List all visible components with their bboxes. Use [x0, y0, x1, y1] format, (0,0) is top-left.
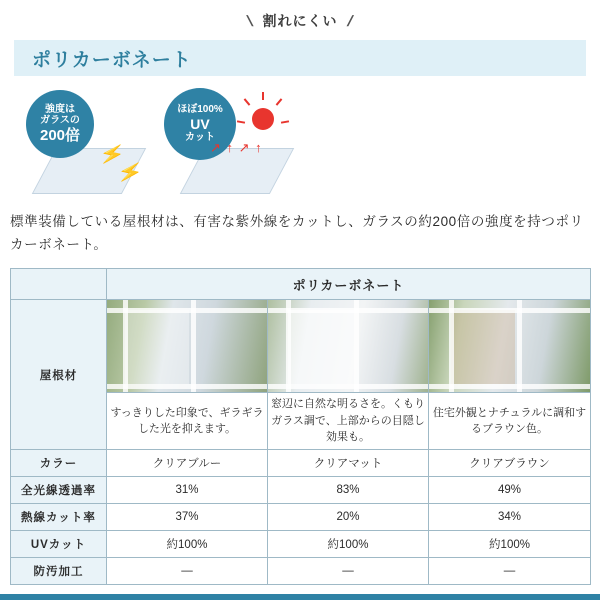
heatcut-matte: 20%: [268, 503, 429, 530]
bolt-icon-2: ⚡: [115, 159, 145, 187]
antifouling-blue: —: [107, 557, 268, 584]
table-row-color: [11, 449, 591, 476]
frame-vertical-2: [191, 300, 196, 392]
frame-horizontal: [429, 308, 590, 313]
frame-vertical: [123, 300, 128, 392]
transmittance-blue: 31%: [107, 476, 268, 503]
badge-uv-line3: カット: [185, 132, 215, 144]
color-matte: クリアマット: [268, 449, 429, 476]
table-row-header: [11, 269, 591, 300]
table-row-heatcut: [11, 503, 591, 530]
sun-icon: [252, 108, 274, 130]
badge-strength-line1: 強度は: [45, 103, 75, 115]
sun-ray-icon-3: [276, 98, 283, 105]
caption-blue: すっきりした印象で、ギラギラした光を抑えます。: [107, 393, 268, 450]
badge-strength: [26, 90, 94, 158]
sun-ray-icon-5: [281, 120, 289, 123]
row-label-heatcut: 熱線カット率: [11, 503, 107, 530]
title-bar: [14, 40, 586, 76]
caption-brown: 住宅外観とナチュラルに調和するブラウン色。: [429, 393, 591, 450]
frame-vertical-2: [517, 300, 522, 392]
corner-cell: [11, 269, 107, 300]
glass-area: [288, 310, 354, 384]
frame-vertical: [449, 300, 454, 392]
table-row-antifouling: [11, 557, 591, 584]
row-label-transmittance: 全光線透過率: [11, 476, 107, 503]
badge-uv-line2: UV: [190, 115, 210, 132]
slash-right-icon: /: [344, 12, 355, 30]
frame-horizontal-2: [107, 384, 267, 389]
footer-accent-bar: [0, 594, 600, 600]
heatcut-brown: 34%: [429, 503, 591, 530]
badge-strength-line2: ガラスの: [40, 115, 80, 127]
table-row-uvcut: [11, 530, 591, 557]
frame-vertical-2: [354, 300, 359, 392]
sun-ray-icon-2: [244, 98, 251, 105]
glass-area: [125, 310, 189, 384]
uvcut-blue: 約100%: [107, 530, 268, 557]
transmittance-matte: 83%: [268, 476, 429, 503]
uvcut-brown: 約100%: [429, 530, 591, 557]
description-text: 標準装備している屋根材は、有害な紫外線をカットし、ガラスの約200倍の強度を持つポリカーボネート。: [10, 214, 584, 253]
table-row-transmittance: [11, 476, 591, 503]
transmittance-brown: 49%: [429, 476, 591, 503]
row-label-antifouling: 防汚加工: [11, 557, 107, 584]
badge-strength-line3: 200倍: [39, 126, 81, 144]
caption-matte: 窓辺に自然な明るさを。くもりガラス調で、上部からの目隠し効果も。: [268, 393, 429, 450]
sun-ray-icon: [262, 92, 264, 100]
table-row-photos: [11, 300, 591, 393]
heatcut-blue: 37%: [107, 503, 268, 530]
frame-horizontal: [107, 308, 267, 313]
slash-left-icon: \: [245, 12, 256, 30]
row-label-color: カラー: [11, 449, 107, 476]
color-brown: クリアブラウン: [429, 449, 591, 476]
row-label-roofing: 屋根材: [11, 300, 107, 450]
roof-photo-brown: [429, 300, 590, 392]
kicker: [0, 0, 600, 32]
photo-cell-blue: [107, 300, 268, 393]
photo-cell-matte: [268, 300, 429, 393]
frame-horizontal: [268, 308, 428, 313]
color-blue: クリアブルー: [107, 449, 268, 476]
row-label-uvcut: UVカット: [11, 530, 107, 557]
glass-area: [451, 310, 515, 384]
illustration: [14, 84, 586, 204]
uv-arrows-icon: ↗ ↑ ↗ ↑: [210, 140, 263, 155]
roof-photo-blue: [107, 300, 267, 392]
sun-ray-icon-4: [237, 120, 245, 123]
spec-table: [10, 268, 591, 585]
roof-photo-matte: [268, 300, 428, 392]
frame-horizontal-2: [268, 384, 428, 389]
badge-uv-line1: ほぼ100%: [177, 104, 223, 116]
page-title: ポリカーボネート: [32, 49, 192, 71]
frame-vertical: [286, 300, 291, 392]
kicker-text: 割れにくい: [262, 13, 338, 29]
table-main-header: ポリカーボネート: [107, 269, 591, 300]
antifouling-brown: —: [429, 557, 591, 584]
bolt-icon: ⚡: [97, 141, 127, 169]
photo-cell-brown: [429, 300, 591, 393]
frame-horizontal-2: [429, 384, 590, 389]
uvcut-matte: 約100%: [268, 530, 429, 557]
antifouling-matte: —: [268, 557, 429, 584]
